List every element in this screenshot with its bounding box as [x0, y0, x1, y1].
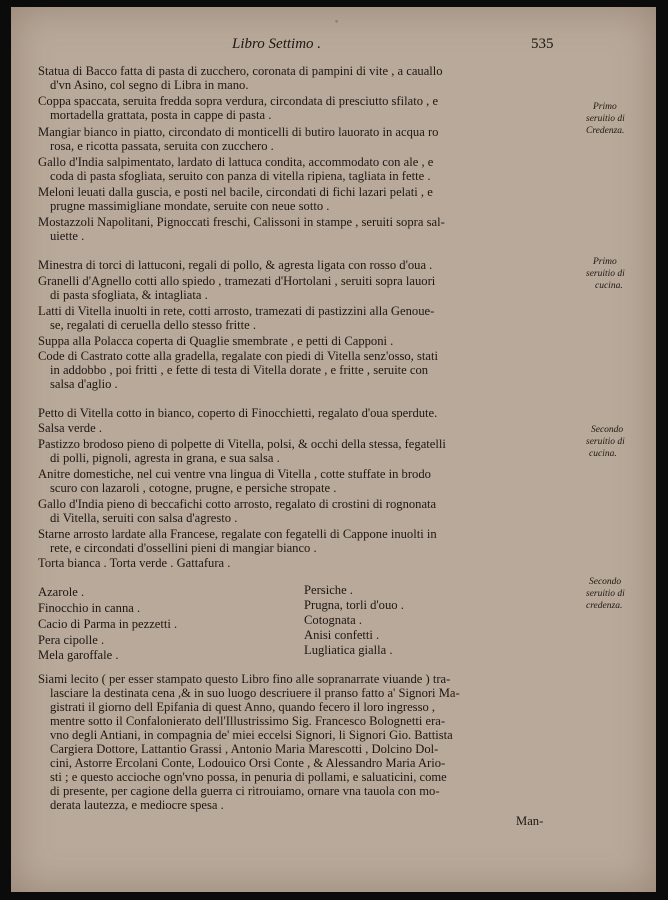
margin-note: Secondo: [591, 425, 624, 435]
text-line: Petto di Vitella cotto in bianco, coperto di Finocchietti, regalato d'oua sperdute.: [38, 406, 438, 420]
text-line: Mostazzoli Napolitani, Pignoccati freschi, Calissoni in stampe , seruiti sopra sal-: [38, 215, 445, 229]
page-ornament: ◦: [335, 16, 339, 26]
text-line: Mangiar bianco in piatto, circondato di monticelli di butiro lauorato in acqua ro: [38, 125, 439, 139]
paragraph-line: sti ; e questo accioche ogn'vno possa, in penuria di pollami, e saluaticini, come: [50, 770, 447, 784]
text-line: rete, e circondati d'ossellini pieni di mangiar bianco .: [50, 541, 317, 555]
paragraph-line: derata lautezza, e mediocre spesa .: [50, 798, 224, 812]
margin-note: Primo: [593, 102, 617, 112]
list-item: Finocchio in canna .: [38, 601, 141, 615]
list-item: Anisi confetti .: [304, 628, 380, 642]
text-line: d'vn Asino, col segno di Libra in mano.: [50, 78, 249, 92]
text-line: Latti di Vitella inuolti in rete, cotti arrosto, tramezati di pastizzini alla Genoue-: [38, 304, 435, 318]
margin-note: cucina.: [589, 449, 617, 459]
text-line: Starne arrosto lardate alla Francese, regalate con fegatelli di Cappone inuolti in: [38, 527, 437, 541]
list-item: Azarole .: [38, 585, 85, 599]
list-item: Mela garoffale .: [38, 648, 119, 662]
book-page: [11, 7, 656, 892]
text-line: salsa d'aglio .: [50, 377, 118, 391]
text-line: Suppa alla Polacca coperta di Quaglie smembrate , e petti di Capponi .: [38, 334, 394, 348]
text-line: in addobbo , poi fritti , e fette di testa di Vitella dorate , e fritte , seruite con: [50, 363, 429, 377]
text-line: scuro con lazaroli , cotogne, prugne, e persiche stropate .: [50, 481, 337, 495]
text-line: Statua di Bacco fatta di pasta di zucchero, coronata di pampini di vite , a cauallo: [38, 64, 443, 78]
list-item: Prugna, torli d'ouo .: [304, 598, 404, 612]
text-line: Gallo d'India pieno di beccafichi cotto arrosto, regalato di crostini di rognonata: [38, 497, 437, 511]
list-item: Cotognata .: [304, 613, 363, 627]
paragraph-line: vno degli Antiani, in compagnia de' miei eccelsi Signori, li Signori Gio. Battista: [50, 728, 453, 742]
margin-note: seruitio di: [586, 114, 625, 124]
paragraph-line: Siami lecito ( per esser stampato questo Libro fino alle sopranarrate viuande ) tra-: [38, 672, 451, 686]
list-item: Cacio di Parma in pezzetti .: [38, 617, 178, 631]
text-line: Meloni leuati dalla guscia, e posti nel bacile, circondati di fichi lazari pelati , e: [38, 185, 433, 199]
text-line: prugne massimigliane mondate, seruite con neue sotto .: [50, 199, 330, 213]
list-item: Pera cipolle .: [38, 633, 105, 647]
text-line: di pasta sfogliata, & intagliata .: [50, 288, 208, 302]
text-line: di Vitella, seruiti con salsa d'agresto .: [50, 511, 238, 525]
paragraph-line: Cargiera Dottore, Lattantio Grassi , Antonio Maria Marescotti , Dolcino Dol-: [50, 742, 439, 756]
text-line: Torta bianca . Torta verde . Gattafura .: [38, 556, 231, 570]
paragraph-line: lasciare la destinata cena ,& in suo luogo descriuere il pranso fatto a' Signori Ma-: [50, 686, 460, 700]
paragraph-line: di presente, per cagione della guerra ci ritrouiamo, ornare vna tauola con mo-: [50, 784, 440, 798]
text-line: uiette .: [50, 229, 85, 243]
margin-note: cucina.: [595, 281, 623, 291]
paragraph-line: mentre sotto il Confalonierato dell'Illustrissimo Sig. Francesco Bolognetti era-: [50, 714, 446, 728]
margin-note: seruitio di: [586, 437, 625, 447]
text-line: coda di pasta sfogliata, seruito con panza di vitella ripiena, tagliata in fette .: [50, 169, 431, 183]
page-number: 535: [531, 36, 554, 52]
text-line: rosa, e ricotta passata, seruita con zucchero .: [50, 139, 274, 153]
text-line: se, regalati di ceruella dello stesso fritte .: [50, 318, 256, 332]
text-line: Anitre domestiche, nel cui ventre vna lingua di Vitella , cotte stuffate in brodo: [38, 467, 431, 481]
text-line: di polli, pignoli, agresta in grana, e sua salsa .: [50, 451, 280, 465]
catchword: Man-: [516, 814, 544, 828]
text-line: Pastizzo brodoso pieno di polpette di Vitella, polsi, & occhi della stessa, fegatelli: [38, 437, 446, 451]
margin-note: Primo: [593, 257, 617, 267]
text-line: Minestra di torci di lattuconi, regali di pollo, & agresta ligata con rosso d'oua .: [38, 258, 433, 272]
list-item: Persiche .: [304, 583, 353, 597]
running-header-title: Libro Settimo .: [232, 36, 322, 52]
paragraph-line: gistrati il giorno dell Epifania di quest Anno, quando fecero il loro ingresso ,: [50, 700, 436, 714]
list-item: Lugliatica gialla .: [304, 643, 393, 657]
margin-note: credenza.: [586, 601, 623, 611]
margin-note: Secondo: [589, 577, 622, 587]
margin-note: Credenza.: [586, 126, 625, 136]
text-line: mortadella grattata, posta in cappe di pasta .: [50, 108, 272, 122]
text-line: Salsa verde .: [38, 421, 102, 435]
text-line: Coppa spaccata, seruita fredda sopra verdura, circondata di presciutto sfilato , e: [38, 94, 439, 108]
text-line: Code di Castrato cotte alla gradella, regalate con piedi di Vitella senz'osso, stati: [38, 349, 438, 363]
margin-note: seruitio di: [586, 269, 625, 279]
text-line: Gallo d'India salpimentato, lardato di lattuca condita, accommodato con ale , e: [38, 155, 434, 169]
margin-note: seruitio di: [586, 589, 625, 599]
text-line: Granelli d'Agnello cotti allo spiedo , tramezati d'Hortolani , seruiti sopra lauori: [38, 274, 436, 288]
paragraph-line: cini, Astorre Ercolani Conte, Lodouico Orsi Conte , & Alessandro Maria Ario-: [50, 756, 446, 770]
